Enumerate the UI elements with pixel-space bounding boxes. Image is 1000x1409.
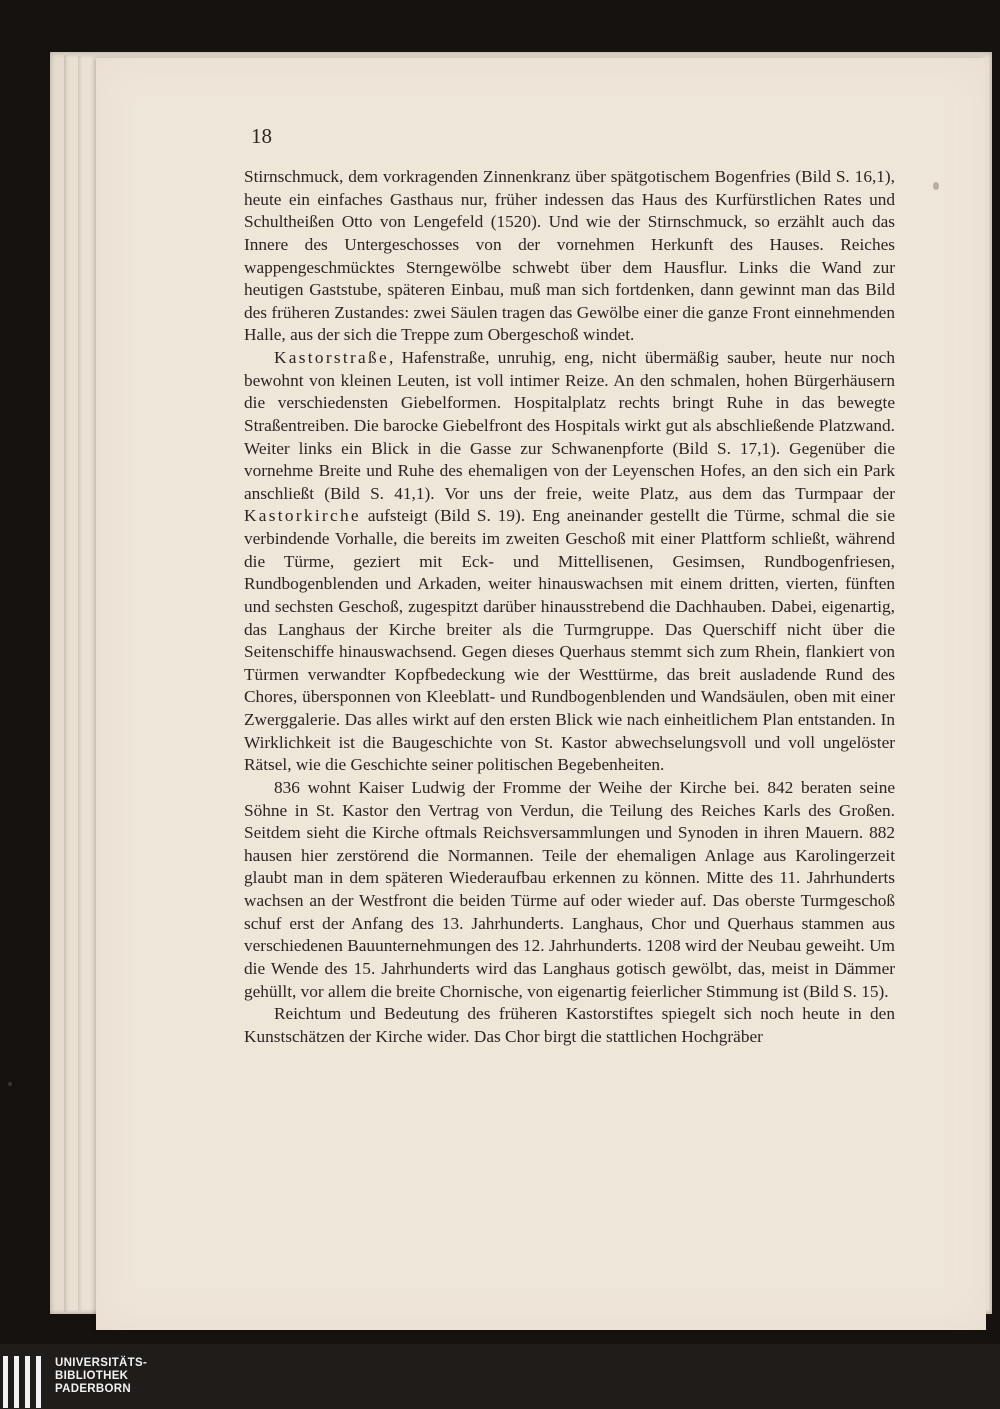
paper-spot xyxy=(8,1082,12,1086)
footer-bar xyxy=(0,1344,1000,1409)
paragraph xyxy=(244,777,895,1003)
text-run: aufsteigt (Bild S. 19). Eng aneinander gestellt die Türme, schmal die sie verbindende Vorhalle, die bereits im zweiten Geschoß mit einer Plattform schließt, während die Türme, geziert mit Eck- und Mittellisenen, Gesimsen, Rundbogenfriesen, Rundbogenblenden und Arkaden, weiter hinauswachsen mit einem dritten, vierten, fünften und sechsten Geschoß, zugespitzt darüber hinausstrebend die Dachhauben. Dabei, eigenartig, das Langhaus der Kirche breiter als die Turmgruppe. Das Querschiff nicht über die Seitenschiffe hinauswachsend. Gegen dieses Querhaus stemmt sich zum Rhein, flankiert von Türmen verwandter Kopfbedeckung wie der Westtürme, das breit ausladende Rund des Chores, übersponnen von Kleeblatt- und Rundbogenblenden und Wandsäulen, oben mit einer Zwerggalerie. Das alles wirkt auf den ersten Blick wie nach einheitlichem Plan entstanden. In Wirklichkeit ist die Baugeschichte von St. Kastor abwechselungsvoll und voll ungelöster Rätsel, wie die Geschichte seiner politischen Begebenheiten. xyxy=(244,506,895,775)
logo-line: BIBLIOTHEK xyxy=(55,1370,129,1382)
text-run: , Hafenstraße, unruhig, eng, nicht übermäßig sauber, heute nur noch bewohnt von kleinen Leuten, ist voll intimer Reize. An den schmalen, hohen Bürgerhäusern die verschiedensten Giebelformen. Hospitalplatz rechts bringt Ruhe in das bewegte Straßentreiben. Die barocke Giebelfront des Hospitals wirkt gut als abschließende Platzwand. Weiter links ein Blick in die Gasse zur Schwanenpforte (Bild S. 17,1). Gegenüber die vornehme Breite und Ruhe des ehemaligen von der Leyenschen Hofes, an den sich ein Park anschließt (Bild S. 41,1). Vor uns der freie, weite Platz, aus dem das Turmpaar der xyxy=(244,348,895,503)
body-text xyxy=(244,166,895,1048)
library-logo-text xyxy=(55,1357,147,1396)
page-number: 18 xyxy=(251,124,272,148)
paper-spot xyxy=(933,182,939,190)
text-run: Reichtum und Bedeutung des früheren Kastorstiftes spiegelt sich noch heute in den Kunstschätzen der Kirche wider. Das Chor birgt die stattlichen Hochgräber xyxy=(244,1004,895,1046)
paragraph xyxy=(244,347,895,777)
paragraph xyxy=(244,1003,895,1048)
spaced-emphasis: Kastorstraße xyxy=(274,348,389,367)
text-run: Stirnschmuck, dem vorkragenden Zinnenkranz über spätgotischem Bogenfries (Bild S. 16,1), heute ein einfaches Gasthaus nur, früher indessen das Haus des Kurfürstlichen Rates und Schultheißen Otto von Lengefeld (1520). Und wie der Stirnschmuck, so erzählt auch das Innere des Untergeschosses von der vornehmen Herkunft des Hauses. Reiches wappengeschmücktes Sterngewölbe schwebt über dem Hausflur. Links die Wand zur heutigen Gaststube, späteren Einbau, muß man sich fortdenken, dann gewinnt man das Bild des früheren Zustandes: zwei Säulen tragen das Gewölbe einer die ganze Front einnehmenden Halle, aus der sich die Treppe zum Obergeschoß windet. xyxy=(244,167,895,345)
text-run: 836 wohnt Kaiser Ludwig der Fromme der Weihe der Kirche bei. 842 beraten seine Söhne in St. Kastor den Vertrag von Verdun, die Teilung des Reiches Karls des Großen. Seitdem sieht die Kirche oftmals Reichsversammlungen und Synoden in ihren Mauern. 882 hausen hier zerstörend die Normannen. Teile der ehemaligen Anlage aus Karolingerzeit glaubt man in dem späteren Wiederaufbau erkennen zu können. Mitte des 11. Jahrhunderts wachsen an der Westfront die beiden Türme auf oder wieder auf. Das oberste Turmgeschoß schuf erst der Anfang des 13. Jahrhunderts. Langhaus, Chor und Querhaus stammen aus verschiedenen Bauunternehmungen des 12. Jahrhunderts. 1208 wird der Neubau geweiht. Um die Wende des 15. Jahrhunderts wird das Langhaus gotisch gewölbt, das, meist in Dämmer gehüllt, vor allem die breite Chornische, von eigenartig feierlicher Stimmung ist (Bild S. 15). xyxy=(244,777,895,1001)
spaced-emphasis: Kastorkirche xyxy=(244,506,361,526)
logo-line: UNIVERSITÄTS- xyxy=(55,1357,148,1369)
library-logo-icon xyxy=(3,1356,51,1408)
paragraph xyxy=(244,166,895,347)
logo-line: PADERBORN xyxy=(55,1383,131,1395)
